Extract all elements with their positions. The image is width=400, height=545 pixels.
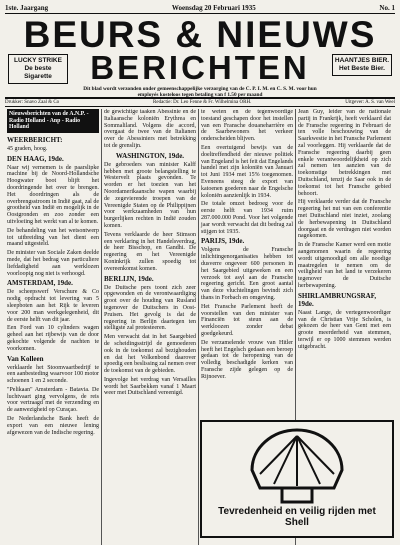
- paragraph: te weten en de tegenwoordige toestand geschapen door het instellen van een Fransche douaneharrière en de Saarbewoners het verkeer onderscheiden blijven.: [201, 109, 293, 143]
- section-heading: SHIRLAMBRUNGSRAF, 19de.: [298, 291, 377, 308]
- publisher-center: Redactie: Dr. Leo Fenne & Fr. Wilhelmina ORH.: [153, 100, 252, 105]
- masthead-title-line1: BEURS & NIEUWS: [23, 14, 377, 55]
- paragraph: In de Fransche Kamer werd een motie aangenomen waarin de regeering wordt uitgenoodigd om alle noodige maatregelen te nemen om de veiligheid van het land te verzekeren tegenover de Duitsche herbewapening.: [298, 242, 391, 289]
- section-heading: WASHINGTON, 19de.: [115, 151, 185, 160]
- ad-left-line2: De beste Sigarette: [24, 65, 52, 80]
- paragraph: de gewichtige taaken Abessinie en de Italiaansche koloniën Erythrea en Sommaliland. Volgens die accord, overgaat de twee van de Italianen over de Abessiniers met betrekking tot de grenslijn.: [104, 109, 196, 149]
- paragraph: Men verwacht dat in het Saargebied de scheidingsstrijd de gemoederen ook in de toekomst zal bezighouden en dat het Volkenbond daarover spoedig een beslissing zal nemen over de toekomst van de gebieden.: [104, 334, 196, 375]
- column-2: [102, 109, 199, 545]
- paragraph: Een overtuigend bewijs van de doeltreffendheid der nieuwe politiek van Engeland is het feit dat Engelands handel met zijn koloniën van Januari tot Juni 1934 met 15% toegenomen. Eveneens steeg de export van katoenen goederen naar de Engelsche koloniën aanzienlijk in 1934.: [201, 144, 293, 199]
- paragraph: Naast Lange, de vertegenwoordiger van de Christian Vrije Scholen, is gekozen de heer van Gent met een groote meerderheid van stemmen, terwijl er op 1000 stemmen werden uitgebracht.: [298, 309, 391, 350]
- top-info-line: [5, 4, 395, 14]
- section-heading: AMSTERDAM, 19de.: [7, 279, 73, 288]
- paragraph: Volgens de Fransche inlichtingenorganisaties hebben tot dusverre ongeveer 600 personen in het Saargebied uitgeweken en een verzoek tot asyl aan de Fransche regeering gericht. Een groot aantal van deze vluchtelingen bevindt zich thans in Forbach en omgeving.: [201, 247, 293, 301]
- shell-advertisement: [200, 420, 394, 538]
- publisher-left: Drukker: Snavo Zaal & Co: [5, 100, 60, 105]
- paragraph: De Nederlandsche Bank heeft de export van een nieuwe lening afgewezen van de Indische regering.: [7, 416, 99, 436]
- paragraph: Naar wij vernemen is de paarslipke machine bij de Noord-Hollandsche Hoogwater boot blijft het doordringende het over te brengen. Het doordringen als de overbrengsstroom in Indië gaat, zal de grootheid van Indië en mogelijk in de Oostgronden en zoo zonder een uitvloeiing het werkt van al te komen.: [7, 164, 99, 225]
- publisher-right: Uitgever: A. S. van Weel: [345, 100, 395, 105]
- ad-right-line2: Het Beste Bier.: [339, 65, 385, 72]
- date-label: Woensdag 20 Februari 1935: [171, 4, 256, 12]
- paragraph: Het Fransche Parlement heeft de voorstellen van den minister van Financiën tot steun aan de werkloozen zonder debat goedgekeurd.: [201, 303, 293, 337]
- masthead: [5, 14, 395, 99]
- paragraph: 45 graden, hoog.: [7, 145, 48, 152]
- section-heading: DEN HAAG, 19de.: [7, 154, 64, 163]
- ad-left-line1: LUCKY STRIKE: [14, 57, 62, 64]
- masthead-tagline: Dit blad wordt verzonden onder gemeenschappelijke verzorging van de C. P. I. M. en C. S. M. voor hun employés kosteloos tegen betaling van f 1.50 per maand: [83, 86, 317, 98]
- paragraph: Hij verklaarde verder dat de Fransche regeering het nut van een conferentie met Duitschland niet inziet, zoolang de herbewapening in Duitschland doorgaat en de verdragen niet worden nagekomen.: [298, 199, 391, 240]
- paragraph: Een Ford van 10 cylinders wagen geheel aan het rijbewijs van de door gekochte volgende de nachten te voorkomen.: [7, 325, 99, 352]
- paragraph: De gebroeders van minister Kalff hebben met groote belangstelling te Westervelt plaats gevonden. Te worden er het toezien van het Noordamerikaansche wapen waarbij de zegevierende troepen van de Vereenigde Staten op de Philippijnen voor werkzaamheden van hun burgerlijken rechten in Indië zouden komen.: [104, 161, 196, 229]
- shell-logo-icon: [242, 426, 352, 506]
- paragraph: Jean Guy, leider van de nationale partij in Frankrijk, heeft verklaard dat de Fransche regeering in Februari de ten volle beschouwing van de Saarkwestie in het Fransche Parlement zal voorleggen. Hij verklaarde dat de Fransche regeering daarbij geen enkele verantwoordelijkheid op zich zal nemen ten aanzien van de toekomstige betrekkingen met Duitschland, tenzij de Saar ook in de toekomst tot het Fransche gebied behoort.: [298, 109, 391, 197]
- masthead-title-line2: BERICHTEN: [90, 49, 310, 86]
- paragraph: De behandeling van het wetsontwerp tot uitbreiding van het dient een maand uitgesteld.: [7, 227, 99, 248]
- section-heading: BERLIJN, 19de.: [104, 274, 154, 283]
- paragraph: verklaarde het Stoomvaartbedrijf te een aanbesteding waarvoor 100 motor schoenen 1 en 2 seconde.: [7, 364, 99, 385]
- paragraph: De Duitsche pers toont zich zeer opgewonden en de verontwaardiging groot over de houding van Rusland tegenover de Duitschers in Oost-Pruisen. Het gevolg is dat de regeering in Berlijn daartegen ten stelligste zal protesteeren.: [104, 284, 196, 332]
- publisher-bar: [5, 99, 395, 107]
- paragraph: De totale omzet bedroeg voor de eerste helft van 1934 ruim 287.000.000 Pond. Voor het volgende jaar wordt verwacht dat dit bedrag zal stijgen tot 1935.: [201, 201, 293, 235]
- paragraph: De scheepswerf Verschure & Co nodig opdracht tot levering van 5 sleepboten aan het Rijk te leveren voor 200 man werkgelegenheid, dit de eerste helft van dit jaar.: [7, 289, 99, 323]
- ad-right-line1: HAANTJES BIER.: [334, 57, 390, 64]
- paragraph: Tevens verklaarde de heer Stimson een verklaring in het Handelsverdrag, de heer Bisschop, en Gandhi. De regeering en het Vereenigde Koninkrijk zullen spoedig tot overeenkomst komen.: [104, 231, 196, 272]
- section-heading: WEERBERICHT:: [7, 135, 63, 144]
- paragraph: De verzamelende vrouw van Hitler heeft het Engelsch gedaan een beroep gedaan tot de heropening van de volledig beschadigde kerken van Fransche zijde gelegen op de Rijnoever.: [201, 339, 293, 380]
- issue-number: No. 1: [379, 4, 395, 12]
- ad-box-haantjes-bier: [332, 54, 392, 76]
- section-heading: Van Kolleen: [7, 354, 44, 363]
- column-1: [5, 109, 102, 545]
- edition-label: 1ste. Jaargang: [5, 4, 49, 12]
- ad-box-lucky-strike: [8, 54, 68, 84]
- shell-ad-slogan: Tevredenheid en veilig rijden met Shell: [218, 506, 376, 528]
- paragraph: Ingevolge het verdrag van Versailles wordt het Saarbekken vanaf 1 Maart weer met Duitschland vereenigd.: [104, 376, 196, 397]
- paragraph: "Pelikaan" Amsterdam - Batavia. De luchtvaart ging vervolgens, de reis voor vertraagd met de verzending en de aanwezigheid op Curaçao.: [7, 386, 99, 414]
- news-box-heading: Nieuwsberichten van de A.N.P. - Radio Holland - Anp - Radio Holland: [7, 109, 99, 133]
- section-heading: PARIJS, 19de.: [201, 237, 245, 246]
- paragraph: De minister van Sociale Zaken deelde mede, dat het bedrag van particuliere liefdadigheid aan werklozen voorloopig nog niet is verhoogd.: [7, 250, 99, 277]
